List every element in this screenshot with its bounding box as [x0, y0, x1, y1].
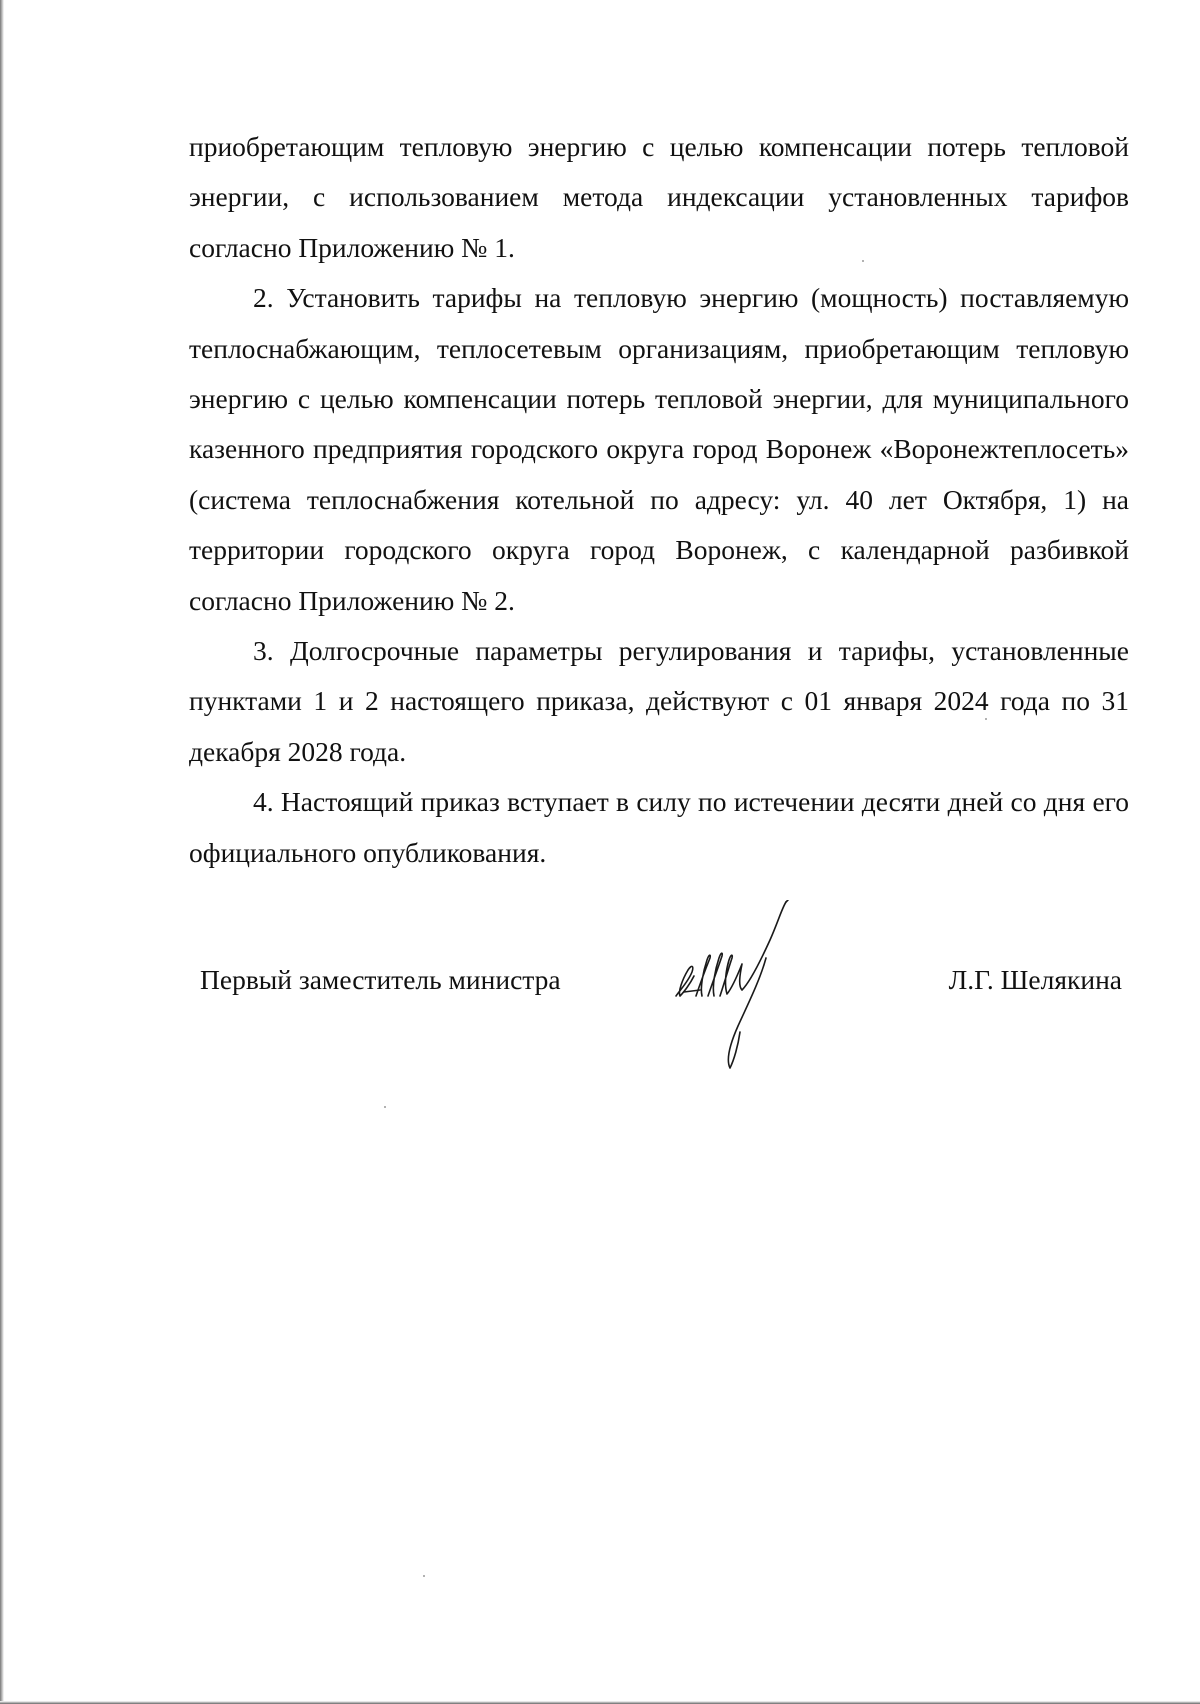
- signature-block: [0, 900, 1200, 1080]
- scan-speck: [384, 1106, 386, 1108]
- signer-name: Л.Г. Шелякина: [948, 964, 1122, 995]
- scan-speck: [985, 718, 987, 720]
- paragraph-continuation: приобретающим тепловую энергию с целью компенсации потерь тепловой энергии, с использованием метода индексации установленных тарифов согласно Приложению № 1.: [189, 131, 1129, 263]
- scan-edge-left: [0, 0, 4, 1704]
- handwritten-signature: [670, 900, 820, 1070]
- scan-speck: [862, 260, 864, 262]
- paragraph-item-3: 3. Долгосрочные параметры регулирования и тарифы, установленные пунктами 1 и 2 настоящего приказа, действуют с 01 января 2024 года по 31 декабря 2028 года.: [189, 635, 1129, 767]
- paragraph-item-4: 4. Настоящий приказ вступает в силу по истечении десяти дней со дня его официального опубликования.: [189, 786, 1129, 868]
- scan-speck: [423, 1575, 425, 1577]
- signer-title: Первый заместитель министра: [200, 964, 561, 995]
- paragraph-item-2: 2. Установить тарифы на тепловую энергию (мощность) поставляемую теплоснабжающим, теплосетевым организациям, приобретающим тепловую энергию с целью компенсации потерь тепловой энергии, для муниципального казенного предприятия городского округа город Воронеж «Воронежтеплосеть» (система теплоснабжения котельной по адресу: ул. 40 лет Октября, 1) на территории городского округа город Воронеж, с календарной разбивкой согласно Приложению № 2.: [189, 282, 1129, 616]
- document-body: [189, 122, 1129, 878]
